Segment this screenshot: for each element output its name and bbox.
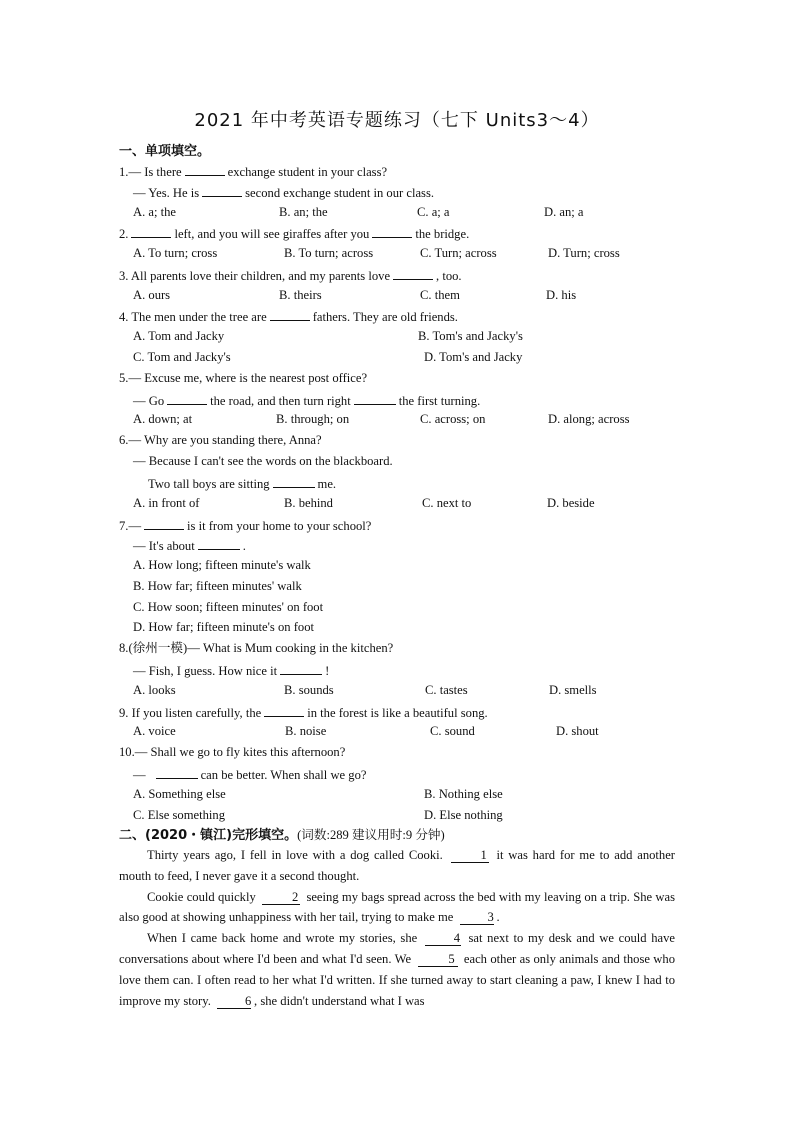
option-d: D. shout [556,724,599,738]
q4-stem-b: fathers. They are old friends. [312,310,458,324]
q2-stem-b: the bridge. [415,227,470,241]
q1-stem: 1.— Is there [119,165,182,179]
option-d: D. an; a [544,205,584,219]
question-3 [119,266,462,284]
option-b: B. To turn; across [284,246,374,260]
option-a: A. Tom and Jacky [133,329,225,343]
cloze-passage [119,845,675,1011]
option-c: C. tastes [425,683,468,697]
q9-stem-a: 9. If you listen carefully, the [119,706,262,720]
option-c: C. a; a [417,205,450,219]
answer-blank [393,266,433,280]
question-5: 5.— Excuse me, where is the nearest post office? [119,371,368,385]
question-6: 6.— Why are you standing there, Anna? [119,433,322,447]
cloze-text: Cookie could quickly [147,889,256,904]
question-8: 8.(徐州一模)— What is Mum cooking in the kitchen? [119,641,394,655]
option-d: D. Turn; cross [548,246,620,260]
question-7-line-2 [133,536,246,554]
option-a: A. in front of [133,496,200,510]
section-2-heading [119,827,445,844]
option-c: C. across; on [420,412,486,426]
q7-line2b: . [242,539,246,553]
question-9 [119,703,488,721]
question-10-line-2 [133,765,366,783]
question-1 [119,162,387,180]
page-title: 2021 年中考英语专题练习（七下 Units3～4） [194,110,600,131]
option-c: C. Turn; across [420,246,497,260]
option-a: A. voice [133,724,176,738]
option-c: C. How soon; fifteen minutes' on foot [133,600,324,614]
option-a: A. To turn; cross [133,246,218,260]
answer-blank [156,765,198,779]
question-2 [119,224,469,242]
cloze-text: it was hard for me to add another mouth to feed, I never gave it a second thought. [119,848,676,883]
cloze-text: seeing my bags spread across the bed with my leaving on a trip. She was also good at showing unhappiness with her tail, trying to make me [119,889,676,925]
question-8-line-2 [133,661,329,679]
option-c: C. sound [430,724,475,738]
option-a: A. a; the [133,205,177,219]
q1-line2a: — Yes. He is [133,186,200,200]
q5-line2c: the first turning. [398,394,481,408]
cloze-blank-1: 1 [451,849,489,863]
q9-stem-b: in the forest is like a beautiful song. [307,706,488,720]
section-1-heading: 一、单项填空。 [119,144,211,159]
question-4 [119,307,458,325]
cloze-text: each other as only animals and those who love them can. I often read to her what I'd written. If she turned away to start cleaning a paw, I knew I had to improve my story. [119,951,675,1008]
cloze-paragraph-3 [119,928,675,1011]
q8-line2a: — Fish, I guess. How nice it [133,664,278,678]
answer-blank [280,661,322,675]
question-5-line-2 [133,391,480,409]
cloze-text: Thirty years ago, I fell in love with a dog called Cooki. [147,848,443,862]
q1-stem-b: exchange student in your class? [227,165,388,179]
q7-stem-a: 7.— [119,519,142,533]
answer-blank [144,516,184,530]
option-d: D. How far; fifteen minute's on foot [133,620,314,634]
option-b: B. through; on [276,412,350,426]
option-c: C. Else something [133,808,225,822]
cloze-text: , she didn't understand what I was [254,993,425,1008]
question-7 [119,516,371,534]
cloze-blank-4: 4 [425,932,461,946]
option-d: D. Else nothing [424,808,503,822]
cloze-blank-2: 2 [262,891,300,905]
option-a: A. ours [133,288,171,302]
option-b: B. Tom's and Jacky's [418,329,523,343]
question-6-line-3 [148,474,336,492]
q8-line2b: ! [325,664,330,678]
q7-line2a: — It's about [133,539,195,553]
cloze-text: sat next to my desk and we could have conversations about where I'd been and what I'd seen. We [119,931,676,966]
q6-line3b: me. [317,477,337,491]
q5-line2b: the road, and then turn right [210,394,351,408]
option-a: A. down; at [133,412,193,426]
option-d: D. Tom's and Jacky [424,350,523,364]
answer-blank [198,536,240,550]
answer-blank [185,162,225,176]
answer-blank [354,391,396,405]
q6-line3a: Two tall boys are sitting [148,477,270,491]
q4-stem-a: 4. The men under the tree are [119,310,267,324]
cloze-blank-6: 6 [217,995,251,1009]
cloze-paragraph-1 [119,845,675,887]
question-1-line-2 [133,183,434,201]
q2-stem-a: left, and you will see giraffes after you [174,227,370,241]
answer-blank [264,703,304,717]
option-b: B. theirs [279,288,322,302]
option-b: B. How far; fifteen minutes' walk [133,579,302,593]
q3-stem-b: , too. [436,269,462,283]
option-b: B. noise [285,724,327,738]
q2-num: 2. [119,227,129,241]
q10-line2b: can be better. When shall we go? [200,768,367,782]
option-d: D. along; across [548,412,630,426]
option-c: C. Tom and Jacky's [133,350,231,364]
section-2-title: 二、(2020・镇江)完形填空。 [119,828,298,843]
option-b: B. behind [284,496,333,510]
option-a: A. Something else [133,787,226,801]
option-b: B. an; the [279,205,328,219]
section-2-note: (词数:289 建议用时:9 分钟) [297,828,445,842]
option-a: A. looks [133,683,176,697]
q5-line2a: — Go [133,394,165,408]
answer-blank [270,307,310,321]
answer-blank [131,224,171,238]
option-d: D. beside [547,496,595,510]
cloze-blank-3: 3 [460,911,494,925]
question-6-line-2: — Because I can't see the words on the blackboard. [133,454,393,468]
option-c: C. them [420,288,460,302]
q10-line2a: — [133,768,146,782]
q7-stem-b: is it from your home to your school? [187,519,372,533]
answer-blank [167,391,207,405]
q3-stem-a: 3. All parents love their children, and my parents love [119,269,391,283]
cloze-blank-5: 5 [418,953,458,967]
question-10: 10.— Shall we go to fly kites this afternoon? [119,745,346,759]
answer-blank [372,224,412,238]
option-d: D. his [546,288,577,302]
answer-blank [202,183,242,197]
option-d: D. smells [549,683,597,697]
option-b: B. sounds [284,683,334,697]
option-a: A. How long; fifteen minute's walk [133,558,311,572]
cloze-text: . [496,910,500,925]
cloze-paragraph-2 [119,887,675,929]
option-c: C. next to [422,496,472,510]
q1-line2b: second exchange student in our class. [245,186,434,200]
answer-blank [273,474,315,488]
cloze-text: When I came back home and wrote my stories, she [147,931,418,946]
option-b: B. Nothing else [424,787,503,801]
